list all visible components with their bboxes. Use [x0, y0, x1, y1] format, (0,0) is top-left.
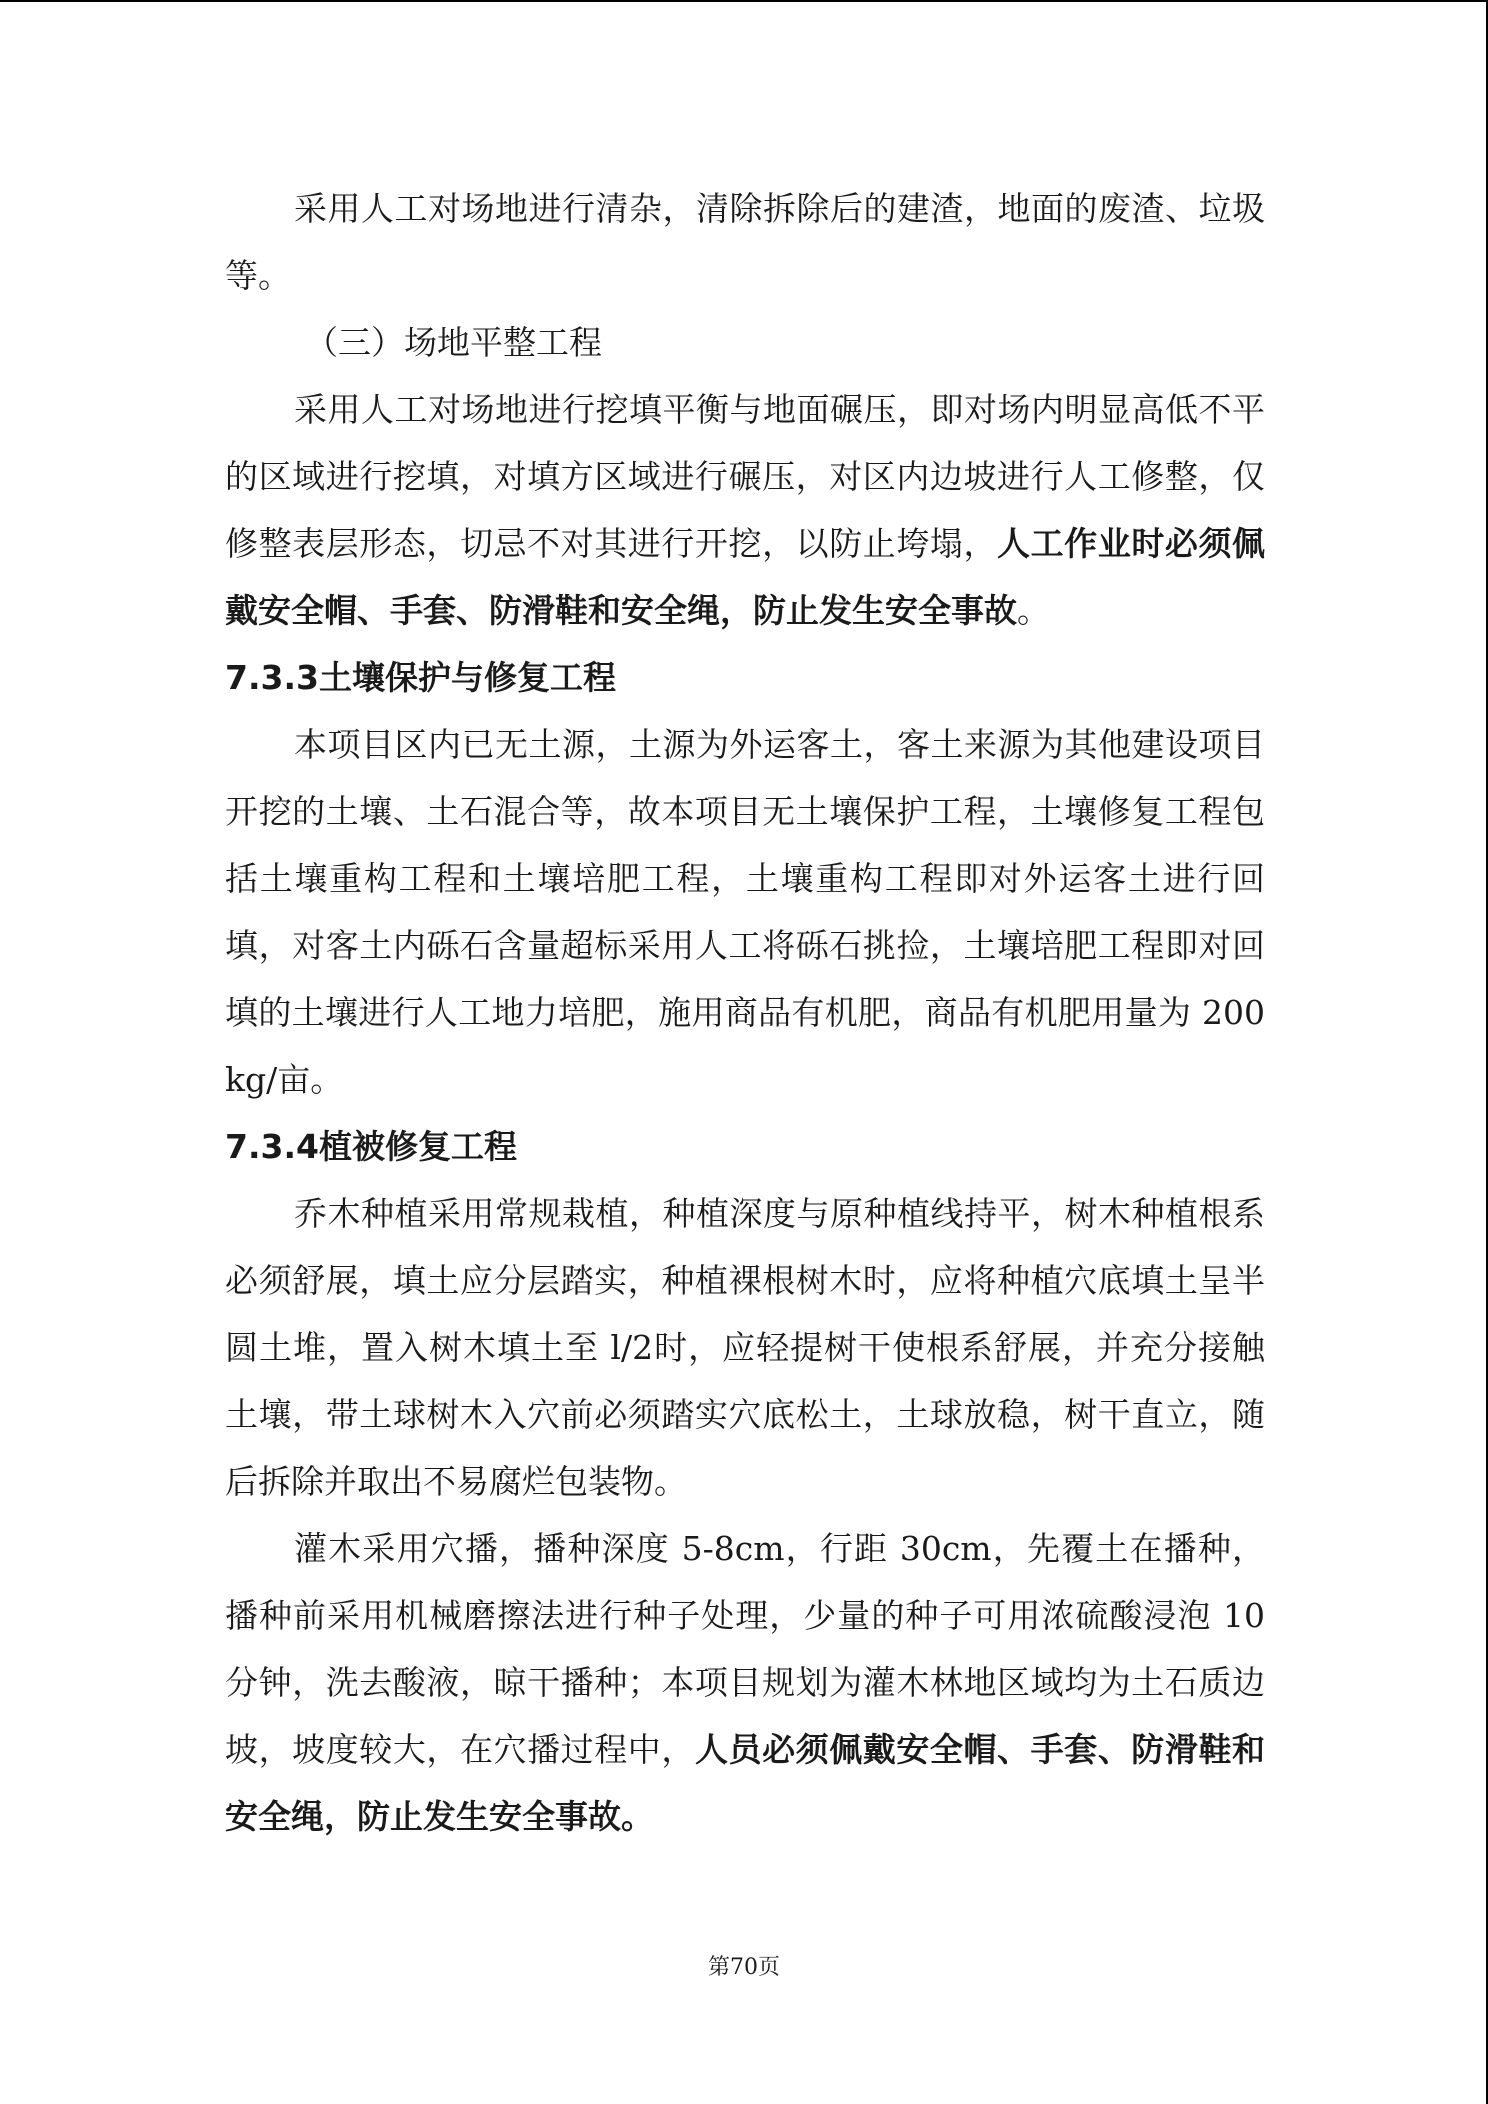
top-border	[0, 0, 1488, 2]
section-heading-vegetation: 7.3.4植被修复工程	[225, 1127, 517, 1166]
section-heading-soil: 7.3.3土壤保护与修复工程	[225, 658, 616, 697]
subheading-site-leveling: （三）场地平整工程	[305, 323, 602, 362]
text: 。	[1017, 591, 1050, 630]
paragraph-soil: 本项目区内已无土源，土源为外运客土，客土来源为其他建设项目开挖的土壤、土石混合等，故本项目无土壤保护工程，土壤修复工程包括土壤重构工程和土壤培肥工程，土壤重构工程即对外运客土进行回填，对客土内砾石含量超标采用人工将砾石挑捡，土壤培肥工程即对回填的土壤进行人工地力培肥，施用商品有机肥，商品有机肥用量为 200 kg/亩。	[225, 725, 1265, 1099]
paragraph-trees: 乔木种植采用常规栽植，种植深度与原种植线持平，树木种植根系必须舒展，填土应分层踏实，种植裸根树木时，应将种植穴底填土呈半圆土堆，置入树木填土至 l/2时，应轻提树干使根系舒展，并充分接触土壤，带土球树木入穴前必须踏实穴底松土，土球放稳，树干直立，随后拆除并取出不易腐烂包装物。	[225, 1194, 1265, 1501]
paragraph-site-leveling	[225, 376, 1265, 644]
document-page	[225, 175, 1265, 1850]
paragraph-shrubs	[225, 1515, 1265, 1850]
text: 灌木采用穴播，播种深度 5-8cm，行距 30cm，先覆土在播种，播种前采用机械磨擦法进行种子处理，少量的种子可用浓硫酸浸泡 10 分钟，洗去酸液，晾干播种；本项目规划为灌木林地区域均为土石质边坡，坡度较大，在穴播过程中，	[225, 1529, 1265, 1769]
text: 采用人工对场地进行挖填平衡与地面碾压，即对场内明显高低不平的区域进行挖填，对填方区域进行碾压，对区内边坡进行人工修整，仅修整表层形态，切忌不对其进行开挖，以防止垮塌，	[225, 390, 1265, 563]
safety-emphasis: 人工作业时必须佩戴安全帽、手套、防滑鞋和安全绳，防止发生安全事故	[225, 524, 1266, 630]
safety-emphasis: 人员必须佩戴安全帽、手套、防滑鞋和安全绳，防止发生安全事故。	[225, 1730, 1266, 1836]
paragraph-clearing: 采用人工对场地进行清杂，清除拆除后的建渣，地面的废渣、垃圾等。	[225, 189, 1265, 295]
page-number: 第70页	[708, 1955, 780, 1980]
